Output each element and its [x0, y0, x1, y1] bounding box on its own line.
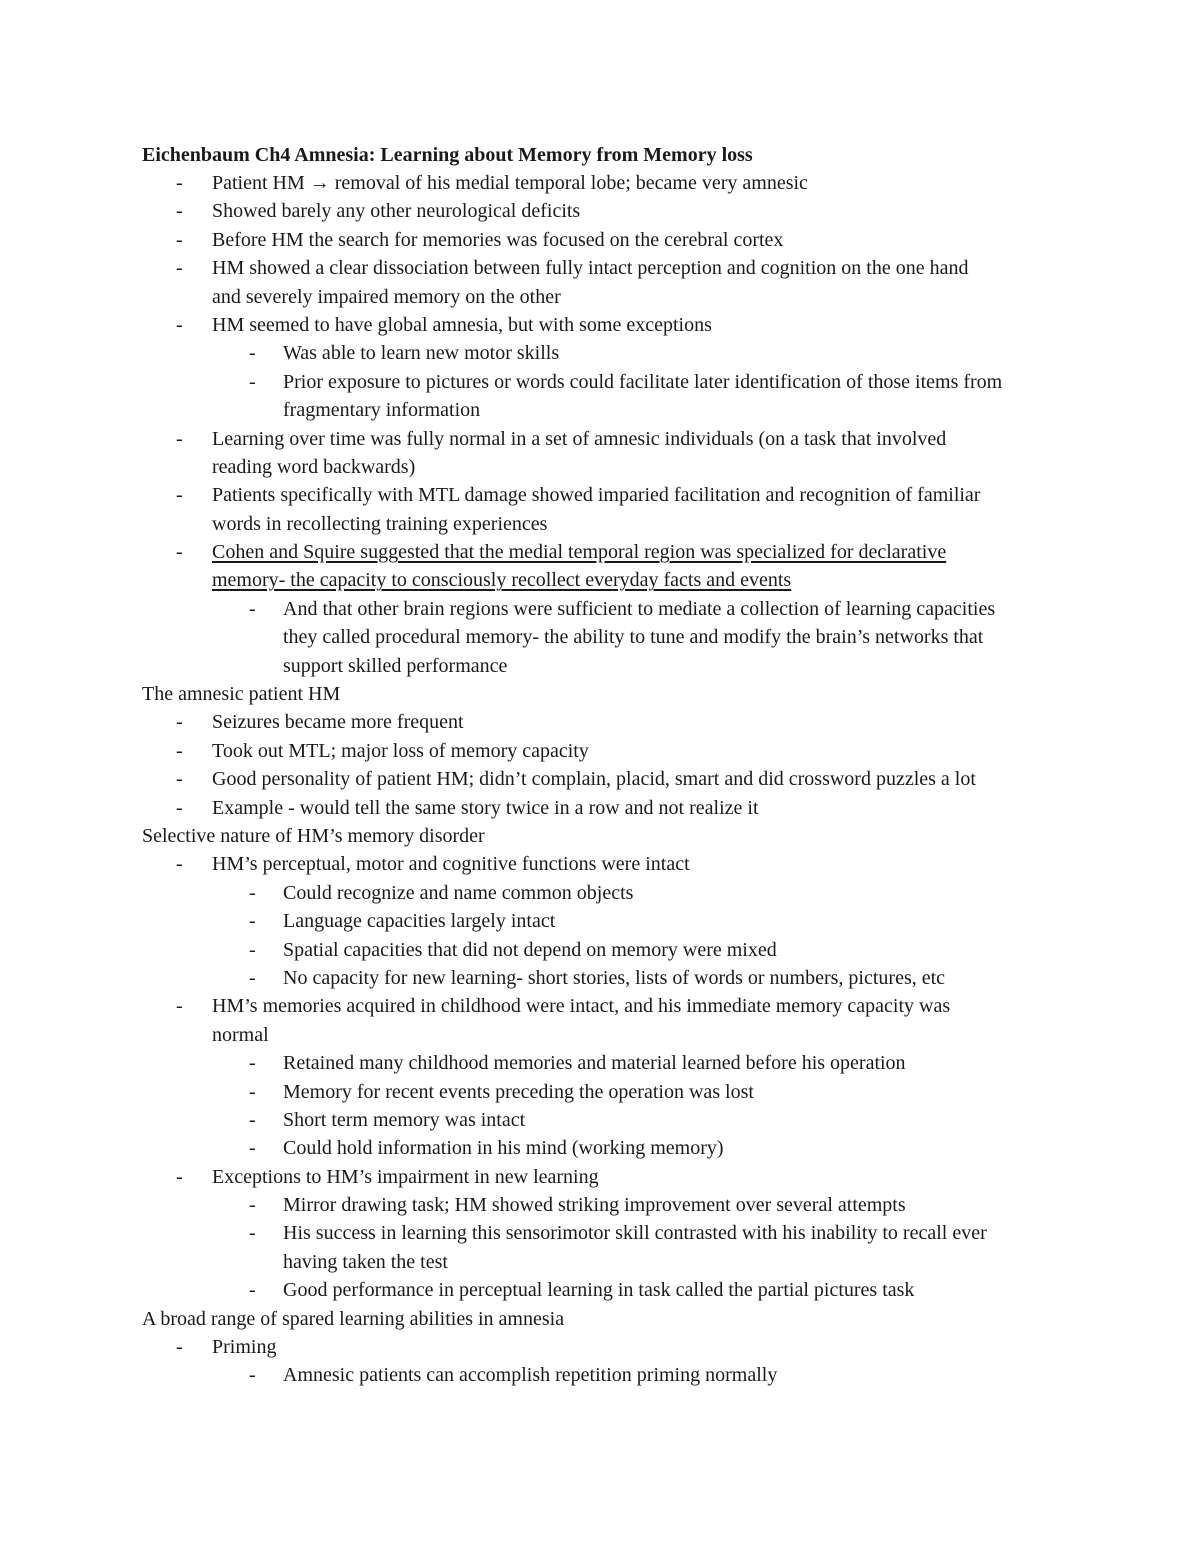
bullet-dash: -: [249, 1137, 256, 1160]
bullet-item: [0, 794, 1200, 822]
line-text: Short term memory was intact: [283, 1108, 526, 1131]
bullet-dash: -: [176, 995, 183, 1018]
bullet-item: [0, 936, 1200, 964]
bullet-item: [0, 765, 1200, 793]
bullet-dash: -: [249, 342, 256, 365]
bullet-dash: -: [176, 1165, 183, 1188]
line-text: HM seemed to have global amnesia, but with some exceptions: [212, 313, 712, 336]
bullet-dash: -: [249, 966, 256, 989]
bullet-dash: -: [176, 768, 183, 791]
line-text: Cohen and Squire suggested that the medial temporal region was specialized for declarative: [212, 541, 947, 564]
line-text: A broad range of spared learning abilities in amnesia: [142, 1307, 565, 1330]
bullet-item: [0, 1049, 1200, 1077]
bullet-dash: -: [176, 1336, 183, 1359]
line-text: Mirror drawing task; HM showed striking improvement over several attempts: [283, 1194, 906, 1217]
bullet-dash: -: [176, 484, 183, 507]
bullet-item: [0, 368, 1200, 396]
bullet-item: [0, 169, 1200, 197]
bullet-dash: -: [249, 1279, 256, 1302]
bullet-dash: -: [176, 541, 183, 564]
line-text: Priming: [212, 1336, 277, 1359]
line-text: HM’s memories acquired in childhood were intact, and his immediate memory capacity was: [212, 995, 951, 1018]
line-text: Could recognize and name common objects: [283, 881, 634, 904]
line-text: And that other brain regions were sufficient to mediate a collection of learning capacities: [283, 597, 996, 620]
line-text: having taken the test: [283, 1250, 448, 1273]
document-title: Eichenbaum Ch4 Amnesia: Learning about Memory from Memory loss: [142, 144, 753, 166]
bullet-item: [0, 737, 1200, 765]
bullet-continuation: [0, 396, 1200, 424]
line-text: Example - would tell the same story twice in a row and not realize it: [212, 796, 759, 819]
bullet-item: [0, 339, 1200, 367]
line-text: Spatial capacities that did not depend on memory were mixed: [283, 938, 777, 961]
line-text: Took out MTL; major loss of memory capacity: [212, 739, 589, 762]
bullet-dash: -: [249, 1052, 256, 1075]
bullet-item: [0, 1219, 1200, 1247]
bullet-item: [0, 481, 1200, 509]
line-text: The amnesic patient HM: [142, 683, 341, 706]
line-text: Before HM the search for memories was focused on the cerebral cortex: [212, 228, 784, 251]
line-text: words in recollecting training experiences: [212, 512, 548, 535]
bullet-dash: -: [249, 1194, 256, 1217]
bullet-dash: -: [249, 1108, 256, 1131]
bullet-item: [0, 1134, 1200, 1162]
line-text: support skilled performance: [283, 654, 508, 677]
section-heading: [0, 1305, 1200, 1333]
line-text: HM showed a clear dissociation between fully intact perception and cognition on the one hand: [212, 257, 969, 280]
bullet-item: [0, 254, 1200, 282]
bullet-item: [0, 708, 1200, 736]
bullet-dash: -: [176, 796, 183, 819]
line-text: Good performance in perceptual learning in task called the partial pictures task: [283, 1279, 915, 1302]
line-text: Amnesic patients can accomplish repetition priming normally: [283, 1364, 778, 1387]
bullet-item: [0, 197, 1200, 225]
line-text: His success in learning this sensorimotor skill contrasted with his inability to recall ever: [283, 1222, 987, 1245]
bullet-dash: -: [249, 938, 256, 961]
bullet-continuation: [0, 283, 1200, 311]
bullet-item: [0, 1078, 1200, 1106]
line-text: memory- the capacity to consciously recollect everyday facts and events: [212, 569, 792, 592]
line-text: fragmentary information: [283, 399, 481, 422]
bullet-dash: -: [249, 910, 256, 933]
line-text: Prior exposure to pictures or words could facilitate later identification of those items from: [283, 370, 1003, 393]
line-text: they called procedural memory- the ability to tune and modify the brain’s networks that: [283, 626, 984, 649]
bullet-dash: -: [176, 200, 183, 223]
bullet-item: [0, 1333, 1200, 1361]
bullet-dash: -: [249, 370, 256, 393]
bullet-item: [0, 964, 1200, 992]
bullet-continuation: [0, 652, 1200, 680]
bullet-continuation: [0, 1248, 1200, 1276]
bullet-item: [0, 595, 1200, 623]
line-text: Could hold information in his mind (working memory): [283, 1137, 724, 1160]
bullet-dash: -: [176, 257, 183, 280]
line-text: Good personality of patient HM; didn’t complain, placid, smart and did crossword puzzles a lot: [212, 768, 976, 791]
bullet-item: [0, 1276, 1200, 1304]
line-text: Language capacities largely intact: [283, 910, 556, 933]
bullet-continuation: [0, 453, 1200, 481]
bullet-continuation: [0, 623, 1200, 651]
line-text: Retained many childhood memories and material learned before his operation: [283, 1052, 906, 1075]
line-text: No capacity for new learning- short stories, lists of words or numbers, pictures, etc: [283, 966, 946, 989]
bullet-item: [0, 850, 1200, 878]
bullet-dash: -: [176, 228, 183, 251]
bullet-dash: -: [176, 711, 183, 734]
bullet-dash: -: [249, 1364, 256, 1387]
line-text: Patients specifically with MTL damage showed imparied facilitation and recognition of familiar: [212, 484, 981, 507]
line-text: normal: [212, 1023, 269, 1046]
bullet-dash: -: [249, 881, 256, 904]
bullet-item: [0, 1191, 1200, 1219]
bullet-item: [0, 1106, 1200, 1134]
bullet-dash: -: [176, 853, 183, 876]
bullet-item: [0, 226, 1200, 254]
bullet-dash: -: [249, 597, 256, 620]
bullet-item: [0, 879, 1200, 907]
line-text: Was able to learn new motor skills: [283, 342, 560, 365]
line-text: Selective nature of HM’s memory disorder: [142, 824, 485, 847]
line-text: Patient HM → removal of his medial temporal lobe; became very amnesic: [212, 172, 808, 194]
line-text: HM’s perceptual, motor and cognitive functions were intact: [212, 853, 690, 876]
bullet-item: [0, 992, 1200, 1020]
notes-body: [0, 169, 1200, 1390]
line-text: reading word backwards): [212, 455, 416, 478]
bullet-dash: -: [176, 172, 183, 194]
line-text: and severely impaired memory on the other: [212, 285, 561, 308]
bullet-item: [0, 425, 1200, 453]
bullet-item: [0, 311, 1200, 339]
bullet-item: [0, 1361, 1200, 1389]
line-text: Learning over time was fully normal in a set of amnesic individuals (on a task that involved: [212, 427, 947, 450]
bullet-continuation: [0, 566, 1200, 594]
line-text: Exceptions to HM’s impairment in new learning: [212, 1165, 599, 1188]
bullet-continuation: [0, 510, 1200, 538]
section-heading: [0, 822, 1200, 850]
bullet-dash: -: [249, 1222, 256, 1245]
bullet-item: [0, 1163, 1200, 1191]
bullet-dash: -: [176, 313, 183, 336]
bullet-dash: -: [176, 427, 183, 450]
line-text: Showed barely any other neurological deficits: [212, 200, 581, 223]
line-text: Memory for recent events preceding the operation was lost: [283, 1080, 754, 1103]
bullet-dash: -: [249, 1080, 256, 1103]
section-heading: [0, 680, 1200, 708]
bullet-item: [0, 538, 1200, 566]
bullet-item: [0, 907, 1200, 935]
line-text: Seizures became more frequent: [212, 711, 464, 734]
bullet-continuation: [0, 1021, 1200, 1049]
bullet-dash: -: [176, 739, 183, 762]
